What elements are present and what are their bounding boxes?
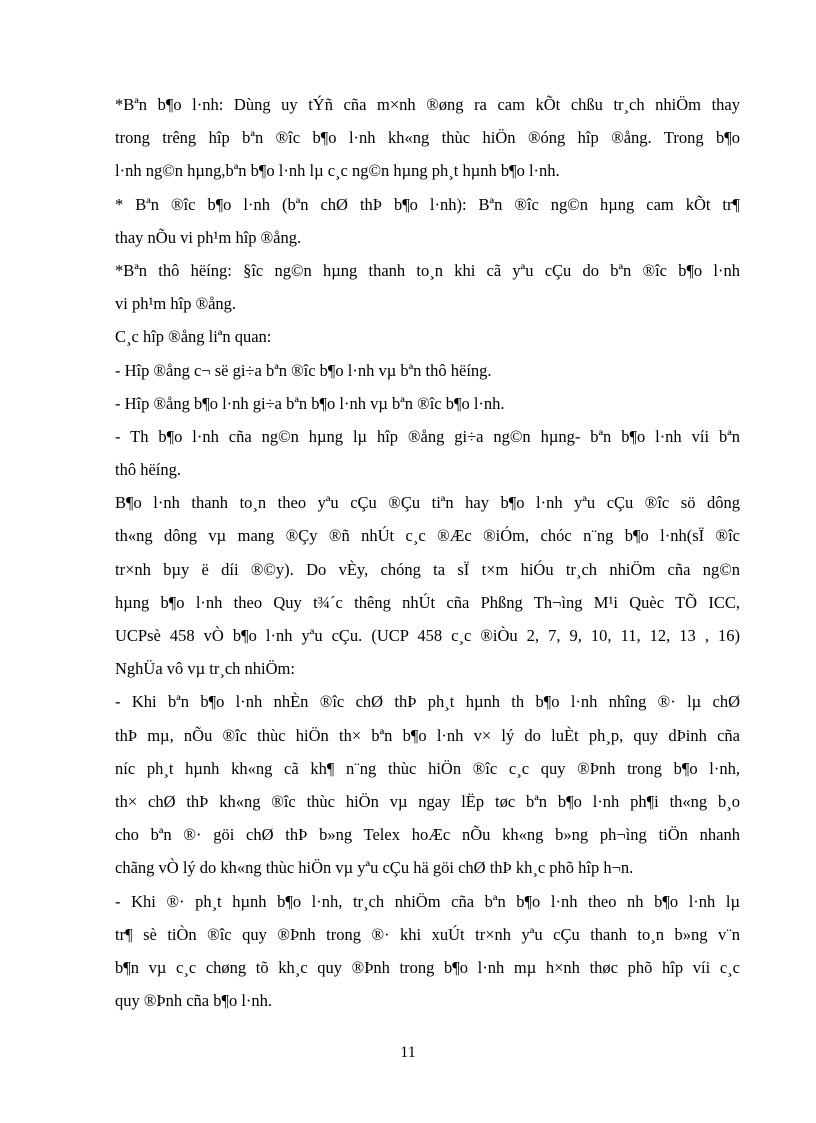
page-number: 11 bbox=[400, 1044, 416, 1061]
text-line: tr¶ sè tiÒn ®îc quy ®Þnh trong ®· khi xuÚt tr×nh yªu cÇu thanh to¸n b»ng v¨n bbox=[115, 924, 740, 944]
text-line: tr×nh bµy ë díi ®©y). Do vÈy, chóng ta sÏ t×m hiÓu tr¸ch nhiÖm cña ng©n bbox=[115, 559, 740, 579]
text-line: - Khi bªn b¶o l·nh nhÈn ®îc chØ thÞ ph¸t hµnh th b¶o l·nh nhîng ®· lµ chØ bbox=[115, 692, 740, 712]
text-line: - Khi ®· ph¸t hµnh b¶o l·nh, tr¸ch nhiÖm cña bªn b¶o l·nh theo nh b¶o l·nh lµ bbox=[115, 891, 740, 911]
text-line: hµng b¶o l·nh theo Quy t¾´c thêng nhÚt cña Phßng Th¬ìng M¹i Quèc TÕ ICC, bbox=[115, 592, 740, 612]
text-line: - Hîp ®ång c¬ së gi÷a bªn ®îc b¶o l·nh vµ bªn thô hëíng. bbox=[115, 360, 492, 380]
text-line: *Bªn thô hëíng: §îc ng©n hµng thanh to¸n khi cã yªu cÇu do bªn ®îc b¶o l·nh bbox=[115, 260, 740, 280]
text-line: - Th b¶o l·nh cña ng©n hµng lµ hîp ®ång gi÷a ng©n hµng- bªn b¶o l·nh víi bªn bbox=[115, 426, 740, 446]
text-line: thay nÕu vi ph¹m hîp ®ång. bbox=[115, 227, 302, 247]
text-line: NghÜa vô vµ tr¸ch nhiÖm: bbox=[115, 659, 295, 679]
text-line: *Bªn b¶o l·nh: Dùng uy tÝñ cña m×nh ®øng ra cam kÕt chßu tr¸ch nhiÖm thay bbox=[115, 95, 740, 114]
text-line: chãng vÒ lý do kh«ng thùc hiÖn vµ yªu cÇu hä göi chØ thÞ kh¸c phõ hîp h¬n. bbox=[115, 858, 634, 878]
text-line: th× chØ thÞ kh«ng ®îc thùc hiÖn vµ ngay lËp tøc bªn b¶o l·nh ph¶i th«ng b¸o bbox=[115, 791, 740, 811]
text-line: - Hîp ®ång b¶o l·nh gi÷a bªn b¶o l·nh vµ bªn ®îc b¶o l·nh. bbox=[115, 393, 505, 413]
text-line: vi ph¹m hîp ®ång. bbox=[115, 294, 237, 314]
text-line: UCPsè 458 vÒ b¶o l·nh yªu cÇu. (UCP 458 c¸c ®iÒu 2, 7, 9, 10, 11, 12, 13 , 16) bbox=[115, 626, 740, 645]
text-line: th«ng dông vµ mang ®Çy ®ñ nhÚt c¸c ®Æc ®iÓm, chóc n¨ng b¶o l·nh(sÏ ®îc bbox=[115, 526, 740, 546]
text-line: thÞ mµ, nÕu ®îc thùc hiÖn th× bªn b¶o l·nh v× lý do luÈt ph¸p, quy dÞinh cña bbox=[115, 725, 740, 745]
text-line: * Bªn ®îc b¶o l·nh (bªn chØ thÞ b¶o l·nh): Bªn ®îc ng©n hµng cam kÕt tr¶ bbox=[115, 194, 740, 214]
text-line: l·nh ng©n hµng,bªn b¶o l·nh lµ c¸c ng©n hµng ph¸t hµnh b¶o l·nh. bbox=[115, 161, 560, 181]
text-line: quy ®Þnh cña b¶o l·nh. bbox=[115, 991, 273, 1011]
body-text bbox=[115, 88, 740, 1017]
text-line: thô hëíng. bbox=[115, 460, 181, 480]
text-line: cho bªn ®· göi chØ thÞ b»ng Telex hoÆc nÕu kh«ng b»ng ph¬ìng tiÖn nhanh bbox=[115, 825, 740, 845]
text-line: B¶o l·nh thanh to¸n theo yªu cÇu ®Çu tiªn hay b¶o l·nh yªu cÇu ®îc sö dông bbox=[115, 493, 740, 513]
text-line: níc ph¸t hµnh kh«ng cã kh¶ n¨ng thùc hiÖn ®îc c¸c quy ®Þnh trong b¶o l·nh, bbox=[115, 758, 740, 778]
text-line: C¸c hîp ®ång liªn quan: bbox=[115, 327, 272, 347]
text-line: b¶n vµ c¸c chøng tõ kh¸c quy ®Þnh trong b¶o l·nh mµ h×nh thøc phõ hîp víi c¸c bbox=[115, 957, 740, 977]
text-line: trong trêng hîp bªn ®îc b¶o l·nh kh«ng thùc hiÖn ®óng hîp ®ång. Trong b¶o bbox=[115, 128, 740, 148]
